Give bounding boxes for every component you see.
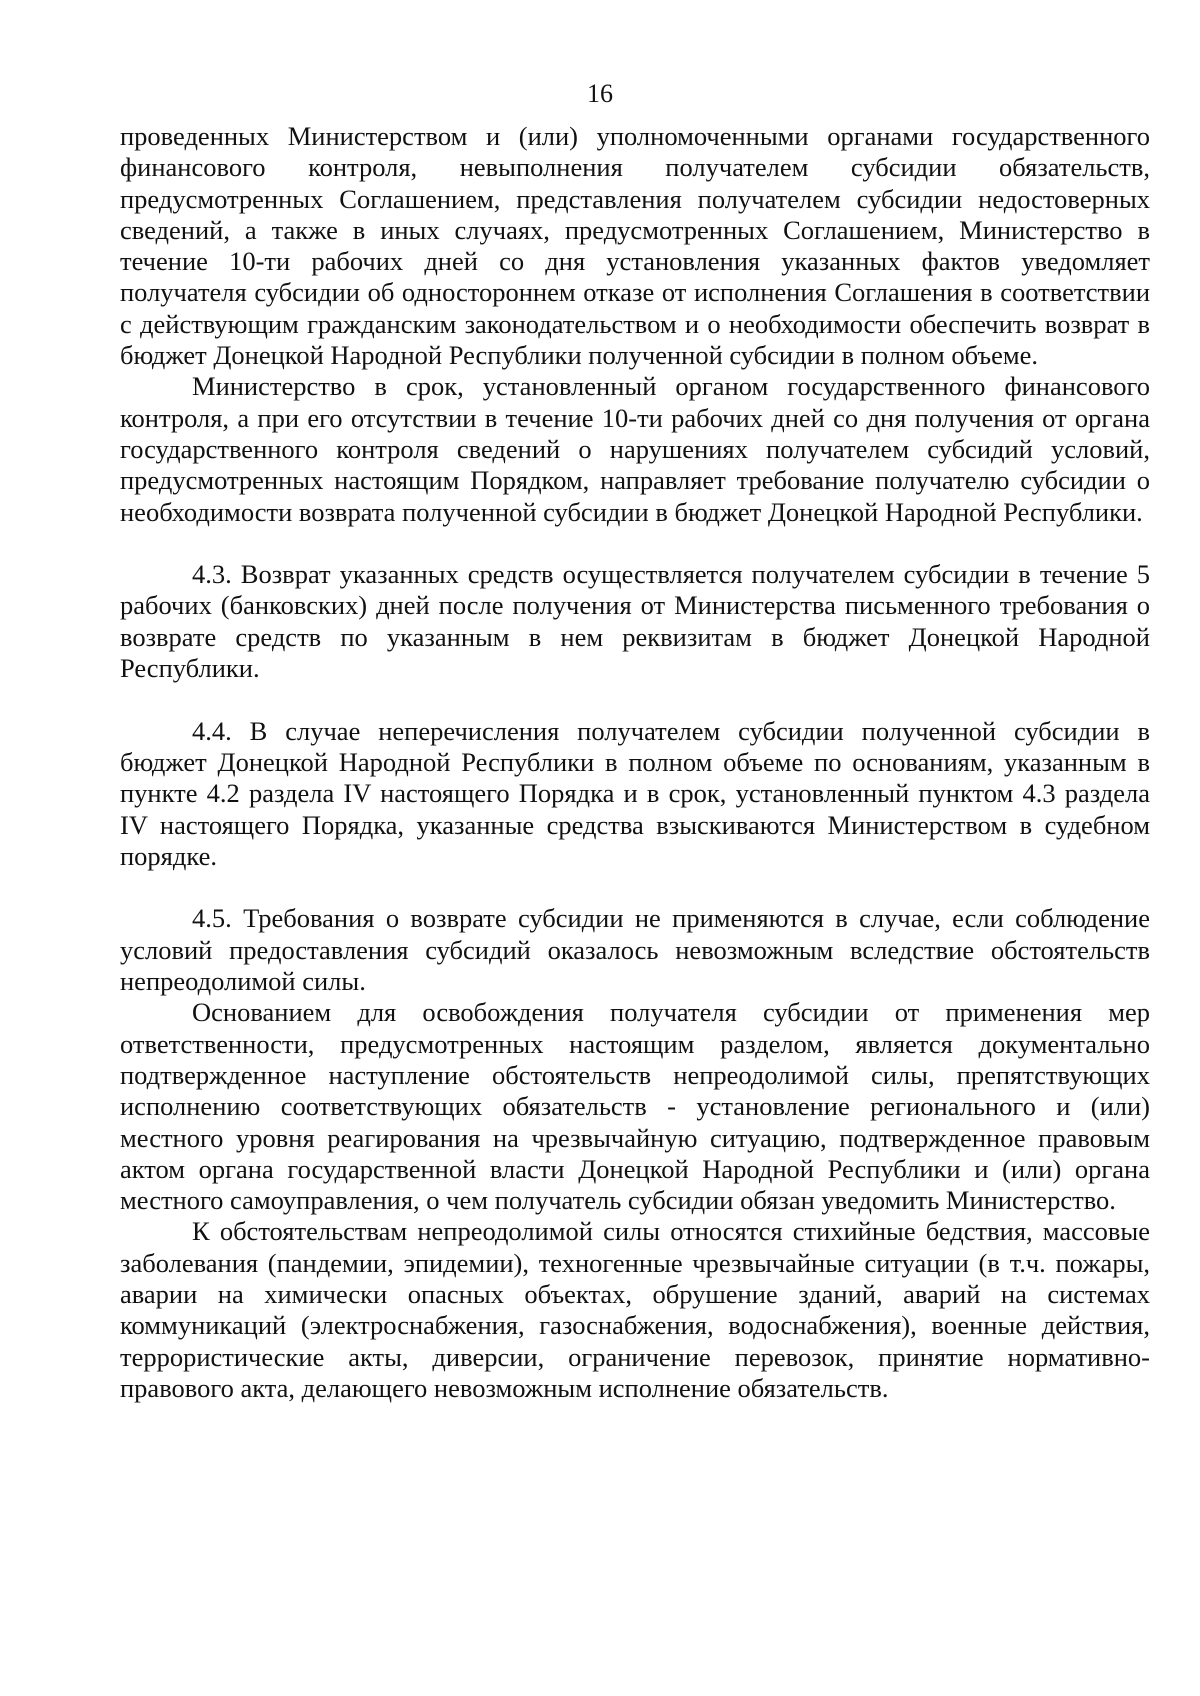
paragraph-exemption-basis: Основанием для освобождения получателя субсидии от применения мер ответственности, предусмотренных настоящим разделом, является документально подтвержденное наступление обстоятельств непреодолимой силы, препятствующих исполнению соответствующих обязательств - установление регионального и (или) местного уровня реагирования на чрезвычайную ситуацию, подтвержденное правовым актом органа государственной власти Донецкой Народной Республики и (или) органа местного самоуправления, о чем получатель субсидии обязан уведомить Министерство.: [120, 997, 1150, 1216]
paragraph-ministry-deadline: Министерство в срок, установленный органом государственного финансового контроля, а при его отсутствии в течение 10-ти рабочих дней со дня получения от органа государственного контроля сведений о нарушениях получателем субсидий условий, предусмотренных настоящим Порядком, направляет требование получателю субсидии о необходимости возврата полученной субсидии в бюджет Донецкой Народной Республики.: [120, 371, 1150, 527]
paragraph-4-4: 4.4. В случае неперечисления получателем субсидии полученной субсидии в бюджет Донецкой Народной Республики в полном объеме по основаниям, указанным в пункте 4.2 раздела IV настоящего Порядка и в срок, установленный пунктом 4.3 раздела IV настоящего Порядка, указанные средства взыскиваются Министерством в судебном порядке.: [120, 715, 1150, 871]
paragraph-4-3: 4.3. Возврат указанных средств осуществляется получателем субсидии в течение 5 рабочих (банковских) дней после получения от Министерства письменного требования о возврате средств по указанным в нем реквизитам в бюджет Донецкой Народной Республики.: [120, 559, 1150, 684]
document-body: [120, 121, 1150, 1404]
paragraph-4-5: 4.5. Требования о возврате субсидии не применяются в случае, если соблюдение условий предоставления субсидий оказалось невозможным вследствие обстоятельств непреодолимой силы.: [120, 903, 1150, 997]
paragraph-force-majeure-list: К обстоятельствам непреодолимой силы относятся стихийные бедствия, массовые заболевания (пандемии, эпидемии), техногенные чрезвычайные ситуации (в т.ч. пожары, аварии на химически опасных объектах, обрушение зданий, аварий на системах коммуникаций (электроснабжения, газоснабжения, водоснабжения), военные действия, террористические акты, диверсии, ограничение перевозок, принятие нормативно-правового акта, делающего невозможным исполнение обязательств.: [120, 1216, 1150, 1403]
paragraph-continuation: проведенных Министерством и (или) уполномоченными органами государственного финансового контроля, невыполнения получателем субсидии обязательств, предусмотренных Соглашением, представления получателем субсидии недостоверных сведений, а также в иных случаях, предусмотренных Соглашением, Министерство в течение 10-ти рабочих дней со дня установления указанных фактов уведомляет получателя субсидии об одностороннем отказе от исполнения Соглашения в соответствии с действующим гражданским законодательством и о необходимости обеспечить возврат в бюджет Донецкой Народной Республики полученной субсидии в полном объеме.: [120, 121, 1150, 371]
page-number: 16: [587, 79, 613, 108]
